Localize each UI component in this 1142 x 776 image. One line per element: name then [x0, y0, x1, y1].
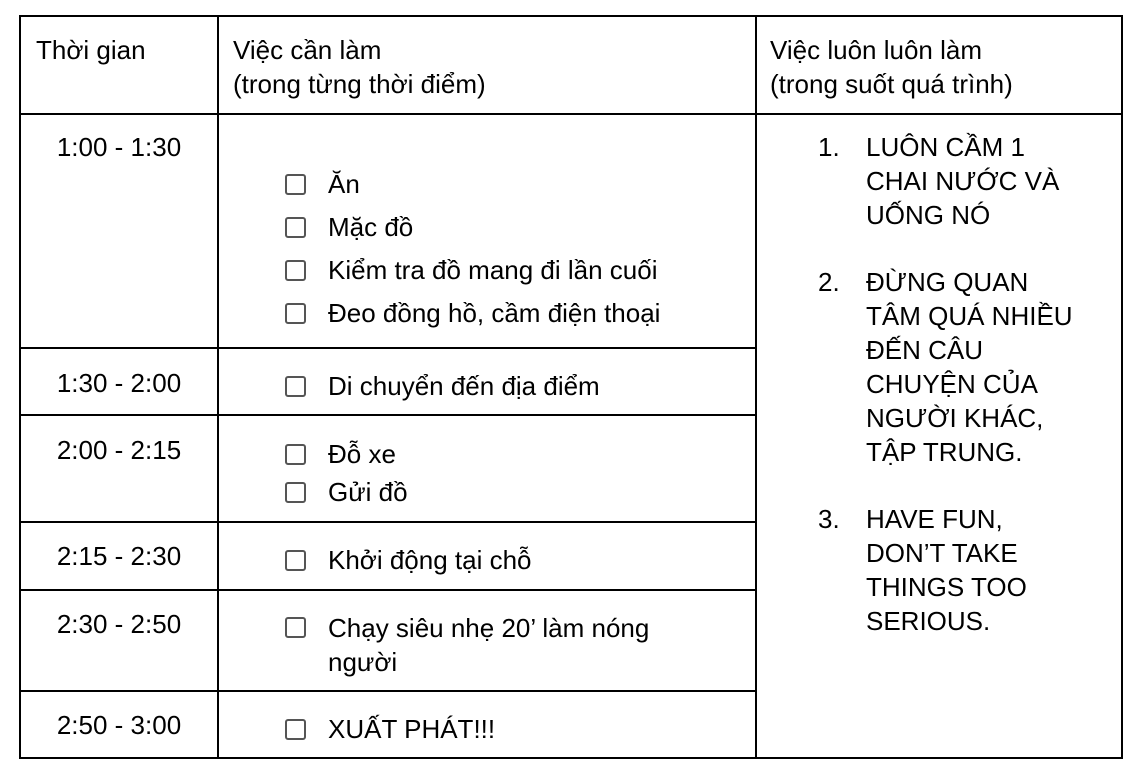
list-number: 1.	[818, 132, 840, 162]
header-divider	[19, 113, 1123, 115]
task-label: Ăn	[328, 169, 360, 199]
time-cell: 2:30 - 2:50	[56, 609, 182, 639]
always-line: ĐẾN CÂU	[866, 335, 984, 365]
task-item[interactable]	[285, 712, 495, 746]
header-always-subtitle: (trong suốt quá trình)	[770, 69, 1013, 99]
list-number: 3.	[818, 504, 840, 534]
row-divider	[19, 414, 756, 416]
row-divider	[19, 690, 756, 692]
always-line: NGƯỜI KHÁC,	[866, 403, 1044, 433]
always-line: LUÔN CẦM 1	[866, 132, 1025, 162]
always-line: CHUYỆN CỦA	[866, 369, 1038, 399]
header-todo: Việc cần làm	[233, 35, 382, 65]
task-item[interactable]	[285, 475, 408, 509]
task-label: Kiểm tra đồ mang đi lần cuối	[328, 255, 658, 285]
checkbox[interactable]	[285, 550, 306, 571]
always-line: TẬP TRUNG.	[866, 437, 1023, 467]
checkbox[interactable]	[285, 617, 306, 638]
row-divider	[19, 589, 756, 591]
header-todo-subtitle: (trong từng thời điểm)	[233, 69, 486, 99]
task-label: Khởi động tại chỗ	[328, 545, 532, 575]
row-divider	[19, 347, 756, 349]
time-cell: 2:15 - 2:30	[56, 541, 182, 571]
always-line: THINGS TOO	[866, 572, 1027, 602]
checkbox[interactable]	[285, 217, 306, 238]
task-item[interactable]	[285, 437, 396, 471]
time-cell: 2:00 - 2:15	[56, 435, 182, 465]
checkbox[interactable]	[285, 174, 306, 195]
time-cell: 1:30 - 2:00	[56, 368, 182, 398]
always-line: TÂM QUÁ NHIỀU	[866, 301, 1073, 331]
task-label: Chạy siêu nhẹ 20’ làm nóng người	[328, 613, 650, 677]
task-item[interactable]	[285, 543, 532, 577]
always-line: HAVE FUN,	[866, 504, 1003, 534]
task-label: Đeo đồng hồ, cầm điện thoại	[328, 298, 661, 328]
task-label: Di chuyển đến địa điểm	[328, 371, 600, 401]
task-item[interactable]	[285, 369, 600, 403]
checkbox[interactable]	[285, 719, 306, 740]
always-line: DON’T TAKE	[866, 538, 1018, 568]
task-label: Mặc đồ	[328, 212, 414, 242]
row-divider	[19, 521, 756, 523]
task-item[interactable]	[285, 296, 660, 330]
always-line: CHAI NƯỚC VÀ	[866, 166, 1060, 196]
task-label: Đỗ xe	[328, 439, 396, 469]
header-always: Việc luôn luôn làm	[770, 35, 982, 65]
list-number: 2.	[818, 267, 840, 297]
checkbox[interactable]	[285, 303, 306, 324]
checkbox[interactable]	[285, 376, 306, 397]
checkbox[interactable]	[285, 444, 306, 465]
task-item[interactable]	[285, 167, 360, 201]
checkbox[interactable]	[285, 260, 306, 281]
task-item[interactable]	[285, 253, 658, 287]
task-label: Gửi đồ	[328, 477, 408, 507]
column-divider	[755, 15, 757, 759]
always-line: ĐỪNG QUAN	[866, 267, 1029, 297]
header-time: Thời gian	[36, 35, 146, 65]
checkbox[interactable]	[285, 482, 306, 503]
time-cell: 1:00 - 1:30	[56, 132, 182, 162]
task-label: XUẤT PHÁT!!!	[328, 714, 496, 744]
time-cell: 2:50 - 3:00	[56, 710, 182, 740]
always-line: SERIOUS.	[866, 606, 991, 636]
task-item[interactable]	[285, 210, 413, 244]
always-line: UỐNG NÓ	[866, 200, 991, 230]
task-item[interactable]	[285, 611, 708, 679]
